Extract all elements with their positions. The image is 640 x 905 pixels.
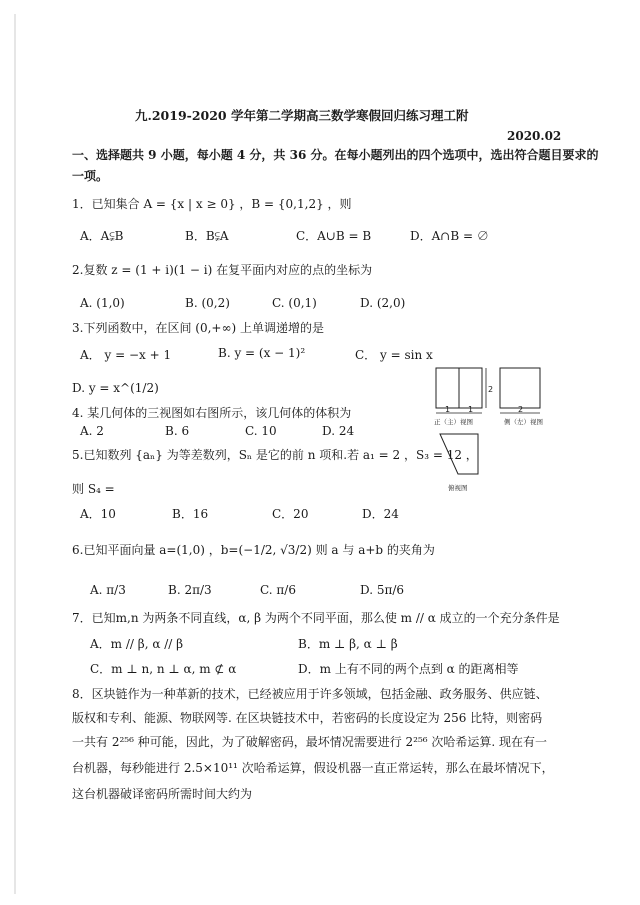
- side-view-shape: [500, 368, 540, 408]
- q4-option-c: C. 10: [245, 424, 277, 438]
- q4-option-a: A. 2: [80, 424, 104, 438]
- q3-option-d: D. y = x^(1/2): [72, 381, 159, 395]
- page-edge: [14, 14, 16, 894]
- top-view-shape: [440, 434, 478, 474]
- q7-stem: 7．已知m,n 为两条不同直线，α, β 为两个不同平面，那么使 m // α 成立的一个充分条件是: [72, 611, 560, 625]
- q3-option-b: B. y = (x − 1)²: [218, 346, 306, 360]
- q1-option-b: B．B⫋A: [185, 229, 229, 243]
- dimension-1-right: 1: [468, 405, 474, 414]
- q4-option-d: D. 24: [322, 424, 355, 438]
- date-label: 2020.02: [507, 129, 562, 143]
- q3-option-c: C． y = sin x: [355, 348, 433, 362]
- q6-option-d: D. 5π/6: [360, 583, 405, 597]
- q1-option-c: C．A∪B = B: [296, 229, 372, 243]
- q6-option-c: C. π/6: [260, 583, 296, 597]
- q4-option-b: B. 6: [165, 424, 190, 438]
- q7-option-c: C．m ⊥ n, n ⊥ α, m ⊄ α: [90, 662, 237, 676]
- q8-line5: 这台机器破译密码所需时间大约为: [72, 787, 253, 801]
- q2-option-d: D. (2,0): [360, 296, 406, 310]
- side-view-label: 侧（左）视图: [504, 418, 543, 426]
- q1-option-a: A．A⫋B: [80, 229, 124, 243]
- q7-option-a: A．m // β, α // β: [90, 637, 184, 651]
- dimension-2-width: 2: [518, 405, 524, 414]
- q6-option-a: A. π/3: [90, 583, 126, 597]
- q2-option-a: A. (1,0): [80, 296, 125, 310]
- q4-stem: 4. 某几何体的三视图如右图所示，该几何体的体积为: [72, 406, 352, 420]
- q1-stem: 1．已知集合 A = {x | x ≥ 0} ，B = {0,1,2} ，则: [72, 197, 352, 211]
- q2-stem: 2.复数 z = (1 + i)(1 − i) 在复平面内对应的点的坐标为: [72, 263, 373, 277]
- q5-option-c: C．20: [272, 507, 309, 521]
- section-intro-line1: 一、选择题共 9 小题，每小题 4 分，共 36 分。在每小题列出的四个选项中，选出符合题目要求的: [72, 148, 599, 162]
- q3-stem: 3.下列函数中，在区间 (0,+∞) 上单调递增的是: [72, 321, 324, 335]
- front-view-label: 正（主）视图: [434, 418, 473, 426]
- q6-option-b: B. 2π/3: [168, 583, 212, 597]
- three-view-figure: [428, 362, 570, 498]
- q5-stem-continued: 则 S₄ =: [72, 482, 115, 496]
- q5-stem: 5.已知数列 {aₙ} 为等差数列，Sₙ 是它的前 n 项和.若 a₁ = 2 ，S₃ = 12 ，: [72, 448, 478, 462]
- q5-option-b: B．16: [172, 507, 209, 521]
- q1-option-d: D．A∩B = ∅: [410, 229, 489, 243]
- q8-line1: 8．区块链作为一种革新的技术，已经被应用于许多领域，包括金融、政务服务、供应链、: [72, 687, 548, 701]
- q7-option-d: D．m 上有不同的两个点到 α 的距离相等: [298, 662, 519, 676]
- q8-line3: 一共有 2²⁵⁶ 种可能，因此，为了破解密码，最坏情况需要进行 2²⁵⁶ 次哈希运算. 现在有一: [72, 735, 548, 749]
- q3-option-a: A． y = −x + 1: [80, 348, 172, 362]
- q7-option-b: B．m ⊥ β, α ⊥ β: [298, 637, 398, 651]
- q2-option-b: B. (0,2): [185, 296, 230, 310]
- q6-stem: 6.已知平面向量 a=(1,0) ，b=(−1/2, √3/2) 则 a 与 a+b 的夹角为: [72, 543, 435, 557]
- q5-option-a: A．10: [80, 507, 116, 521]
- q8-line4: 台机器，每秒能进行 2.5×10¹¹ 次哈希运算，假设机器一直正常运转，那么在最坏情况下，: [72, 761, 554, 775]
- section-intro-line2: 一项。: [72, 169, 109, 183]
- q5-option-d: D．24: [362, 507, 399, 521]
- q2-option-c: C. (0,1): [272, 296, 317, 310]
- page-title: 九.2019-2020 学年第二学期高三数学寒假回归练习理工附: [135, 108, 469, 123]
- dimension-2-height: 2: [488, 385, 494, 394]
- q8-line2: 版权和专利、能源、物联网等. 在区块链技术中，若密码的长度设定为 256 比特，则密码: [72, 711, 543, 725]
- dimension-1-left: 1: [445, 405, 451, 414]
- top-view-label: 俯视图: [448, 484, 468, 492]
